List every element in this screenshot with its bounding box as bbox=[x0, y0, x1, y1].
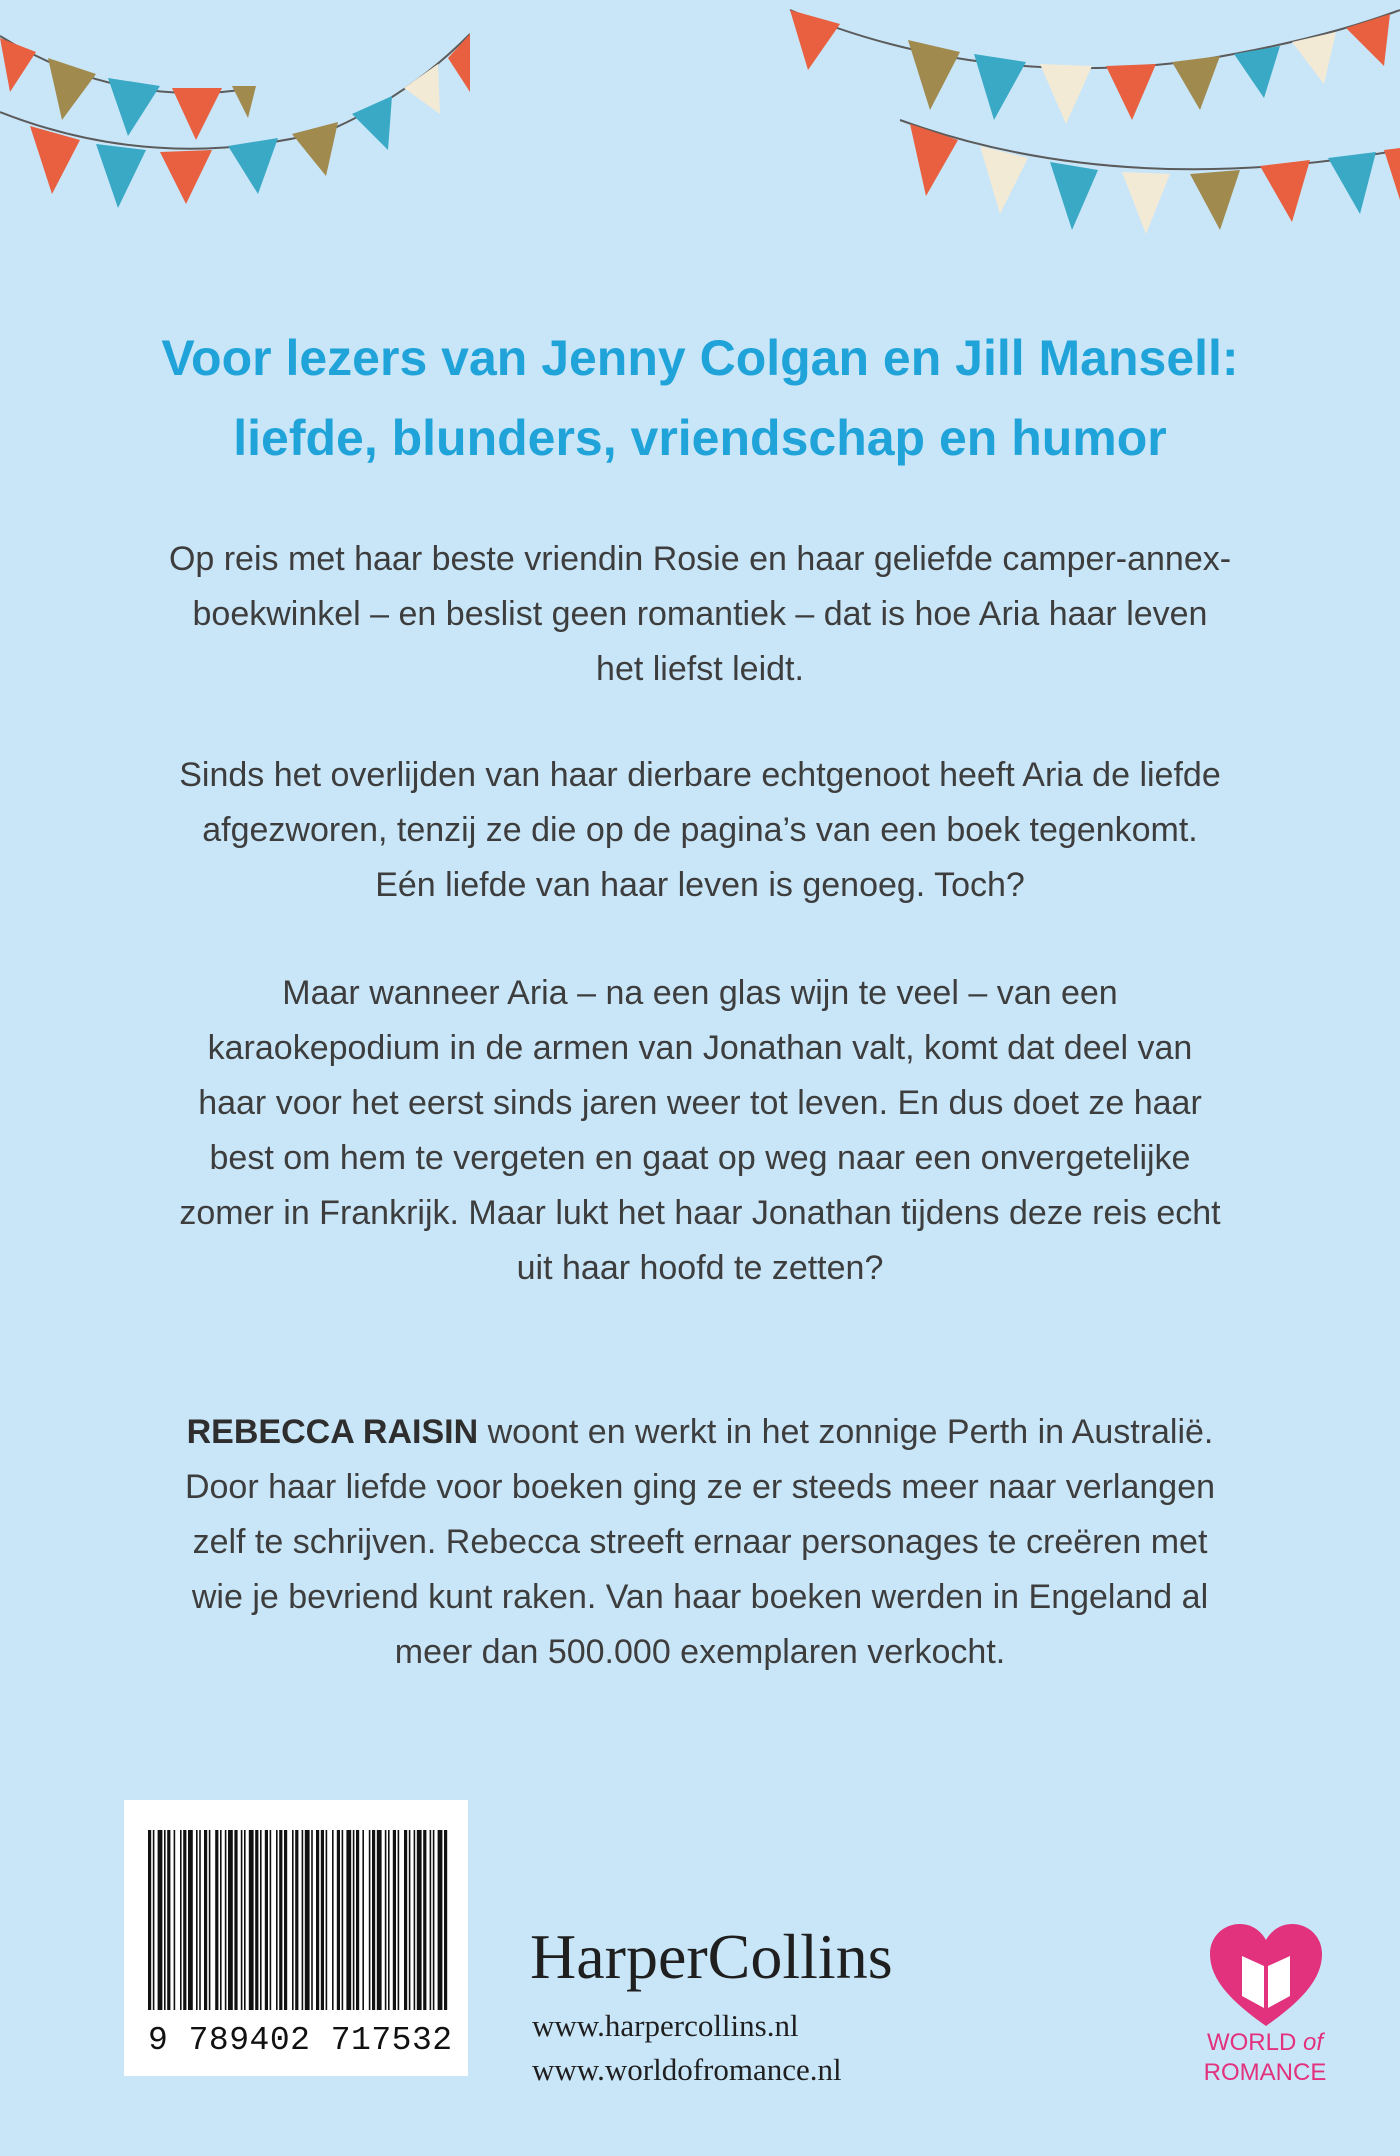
text-line: best om hem te vergeten en gaat op weg naar een onvergetelijke bbox=[209, 1139, 1191, 1177]
barcode-bar bbox=[409, 1830, 411, 2010]
barcode-bar bbox=[260, 1830, 262, 2010]
text-line: afgezworen, tenzij ze die op de pagina’s van een boek tegenkomt. bbox=[202, 811, 1198, 849]
publisher-url[interactable]: www.harpercollins.nl bbox=[532, 2008, 799, 2043]
text-line: Sinds het overlijden van haar dierbare echtgenoot heeft Aria de liefde bbox=[179, 756, 1221, 794]
barcode-bar bbox=[209, 1830, 211, 2010]
text-line: uit haar hoofd te zetten? bbox=[516, 1249, 884, 1287]
barcode-bar bbox=[255, 1830, 258, 2010]
barcode-bar bbox=[204, 1830, 207, 2010]
barcode-bar bbox=[362, 1830, 364, 2010]
barcode bbox=[124, 1800, 468, 2076]
barcode-bar bbox=[188, 1830, 193, 2010]
author-bio-line-1-rest: woont en werkt in het zonnige Perth in Australië. bbox=[478, 1413, 1214, 1451]
logo-word-romance: ROMANCE bbox=[1203, 2059, 1327, 2086]
text-line: boekwinkel – en beslist geen romantiek – dat is hoe Aria haar leven bbox=[192, 595, 1208, 633]
barcode-bar bbox=[225, 1830, 227, 2010]
text-line: Op reis met haar beste vriendin Rosie en haar geliefde camper-annex- bbox=[168, 540, 1232, 578]
barcode-bar bbox=[302, 1830, 304, 2010]
tagline-headline bbox=[0, 318, 1400, 478]
barcode-bar bbox=[404, 1830, 407, 2010]
barcode-bar bbox=[372, 1830, 375, 2010]
text-line: karaokepodium in de armen van Jonathan valt, komt dat deel van bbox=[207, 1029, 1193, 1067]
barcode-bar bbox=[342, 1830, 344, 2010]
author-name: REBECCA RAISIN bbox=[186, 1413, 479, 1451]
barcode-bar bbox=[356, 1830, 359, 2010]
barcode-bar bbox=[241, 1830, 243, 2010]
barcode-bar bbox=[433, 1830, 435, 2010]
barcode-bar bbox=[167, 1830, 170, 2010]
barcode-bar bbox=[444, 1830, 447, 2010]
barcode-bar bbox=[180, 1830, 182, 2010]
barcode-bar bbox=[228, 1830, 233, 2010]
barcode-bar bbox=[158, 1830, 163, 2010]
text-line: meer dan 500.000 exemplaren verkocht. bbox=[394, 1633, 1006, 1671]
barcode-bar bbox=[174, 1830, 176, 2010]
barcode-bar bbox=[220, 1830, 222, 2010]
barcode-bar bbox=[377, 1830, 382, 2010]
logo-word-world: WORLD bbox=[1206, 2029, 1297, 2056]
barcode-bar bbox=[234, 1830, 237, 2010]
barcode-bar bbox=[369, 1830, 371, 2010]
barcode-bar bbox=[393, 1830, 396, 2010]
barcode-bar bbox=[244, 1830, 246, 2010]
barcode-bar bbox=[332, 1830, 334, 2010]
tagline-line-1: Voor lezers van Jenny Colgan en Jill Mansell: bbox=[161, 330, 1239, 386]
barcode-bar bbox=[215, 1830, 218, 2010]
barcode-bar bbox=[417, 1830, 422, 2010]
bunting-left-decoration bbox=[0, 0, 470, 210]
barcode-bar bbox=[438, 1830, 443, 2010]
bunting-right-decoration bbox=[780, 0, 1400, 280]
tagline-line-2: liefde, blunders, vriendschap en humor bbox=[233, 410, 1167, 466]
publisher-name: HarperCollins bbox=[530, 1921, 893, 1992]
barcode-bar bbox=[423, 1830, 426, 2010]
barcode-bar bbox=[388, 1830, 390, 2010]
text-line: het liefst leidt. bbox=[596, 650, 804, 688]
barcode-bar bbox=[346, 1830, 351, 2010]
text-line: wie je bevriend kunt raken. Van haar boeken werden in Engeland al bbox=[191, 1578, 1209, 1616]
barcode-bar bbox=[196, 1830, 198, 2010]
barcode-bars bbox=[146, 1830, 448, 2030]
barcode-bar bbox=[199, 1830, 201, 2010]
barcode-bar bbox=[430, 1830, 432, 2010]
barcode-bar bbox=[385, 1830, 387, 2010]
barcode-bar bbox=[276, 1830, 278, 2010]
barcode-bar bbox=[270, 1830, 272, 2010]
barcode-bar bbox=[337, 1830, 340, 2010]
barcode-bar bbox=[265, 1830, 268, 2010]
author-bio bbox=[140, 1405, 1260, 1680]
barcode-bar bbox=[398, 1830, 400, 2010]
barcode-bar bbox=[279, 1830, 282, 2010]
barcode-bar bbox=[148, 1830, 151, 2010]
barcode-bar bbox=[305, 1830, 310, 2010]
barcode-bar bbox=[292, 1830, 294, 2010]
barcode-bar bbox=[284, 1830, 287, 2010]
barcode-bar bbox=[353, 1830, 355, 2010]
barcode-bar bbox=[164, 1830, 166, 2010]
barcode-bar bbox=[326, 1830, 328, 2010]
blurb-paragraph-1 bbox=[140, 532, 1260, 697]
text-line: Eén liefde van haar leven is genoeg. Toch? bbox=[375, 866, 1025, 904]
heart-book-icon bbox=[1208, 1922, 1324, 2028]
isbn-number: 9 789402 717532 bbox=[148, 2022, 453, 2059]
text-line: zelf te schrijven. Rebecca streeft ernaar personages te creëren met bbox=[192, 1523, 1208, 1561]
world-of-romance-logo bbox=[1200, 1922, 1330, 2102]
barcode-bar bbox=[311, 1830, 313, 2010]
barcode-bar bbox=[414, 1830, 416, 2010]
logo-word-of: of bbox=[1303, 2029, 1324, 2056]
barcode-bar bbox=[153, 1830, 155, 2010]
text-line: Door haar liefde voor boeken ging ze er steeds meer naar verlangen bbox=[184, 1468, 1216, 1506]
author-bio-line-1 bbox=[140, 1405, 1260, 1460]
text-line: zomer in Frankrijk. Maar lukt het haar Jonathan tijdens deze reis echt bbox=[179, 1194, 1221, 1232]
blurb-paragraph-3 bbox=[140, 966, 1260, 1296]
text-line: Maar wanneer Aria – na een glas wijn te veel – van een bbox=[282, 974, 1118, 1012]
imprint-url[interactable]: www.worldofromance.nl bbox=[532, 2052, 842, 2087]
text-line: haar voor het eerst sinds jaren weer tot leven. En dus doet ze haar bbox=[198, 1084, 1202, 1122]
barcode-bar bbox=[183, 1830, 186, 2010]
barcode-bar bbox=[249, 1830, 254, 2010]
barcode-bar bbox=[321, 1830, 324, 2010]
logo-line-1 bbox=[1200, 2028, 1330, 2058]
barcode-bar bbox=[295, 1830, 298, 2010]
blurb-paragraph-2 bbox=[140, 748, 1260, 913]
barcode-bar bbox=[316, 1830, 319, 2010]
